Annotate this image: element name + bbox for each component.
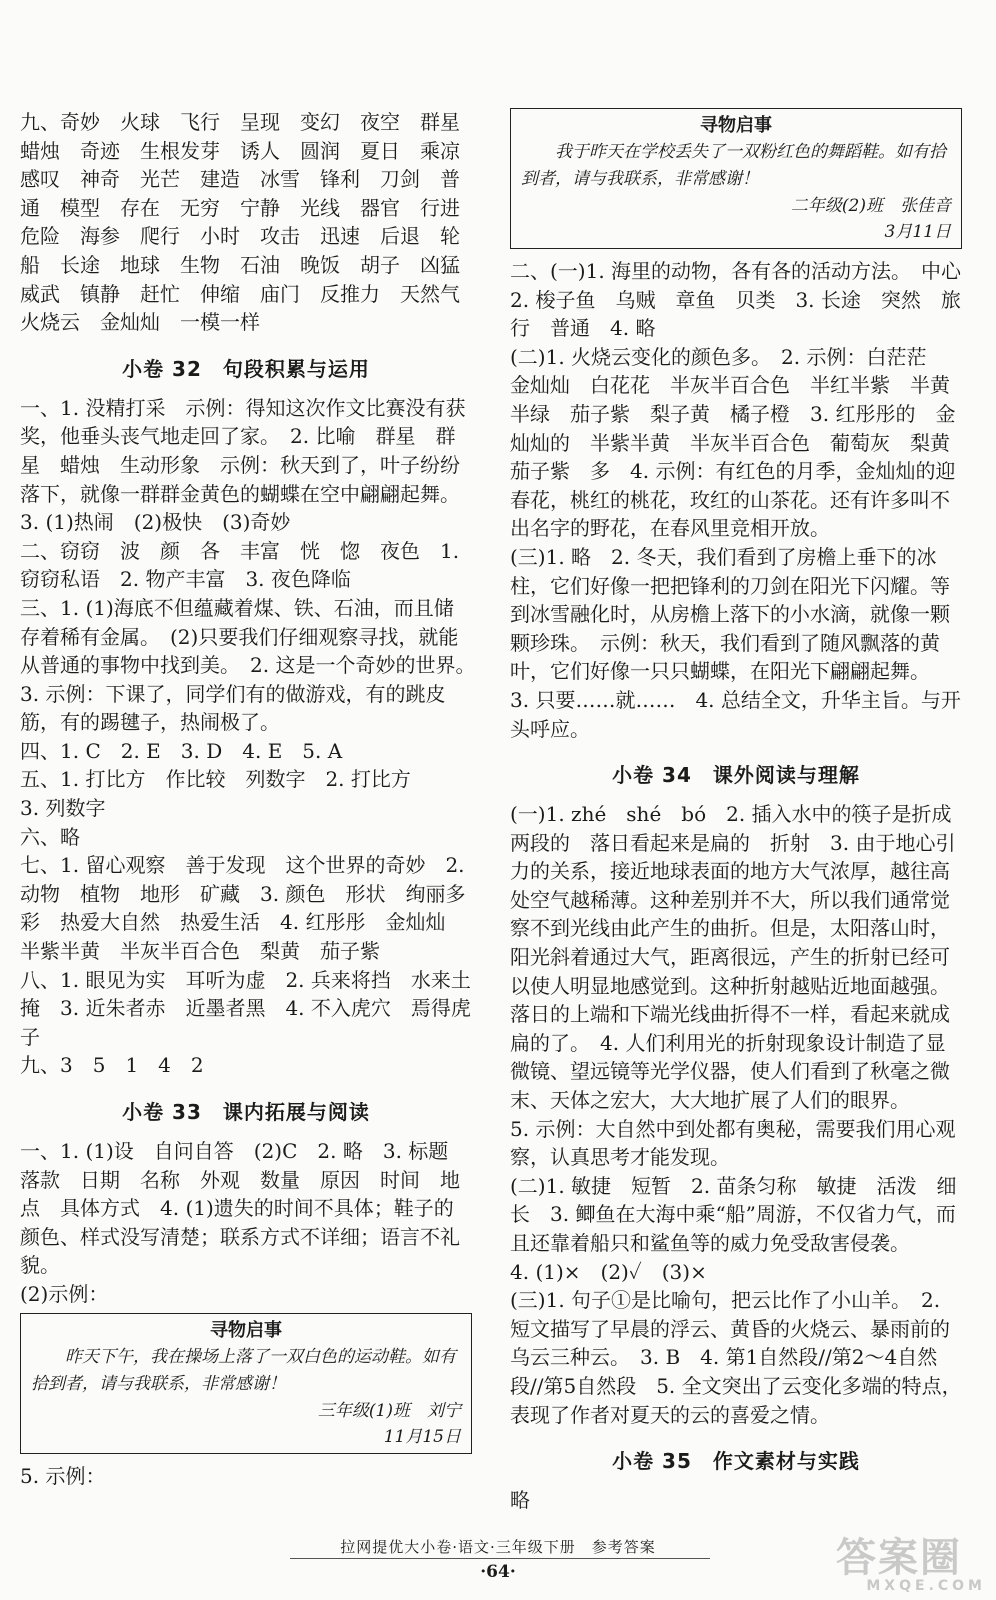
notice-signature: 三年级(1)班 刘宁 bbox=[317, 1400, 461, 1421]
paragraph: (2)示例： bbox=[20, 1281, 109, 1306]
right-column bbox=[510, 108, 982, 1515]
paragraph: 二、(一)1. 海里的动物，各有各的活动方法。 中心 2. 梭子鱼 乌贼 章鱼 贝类 3. 长途 突然 旅行 普通 4. 略 bbox=[510, 259, 982, 341]
paragraph: 3. 列数字 bbox=[20, 796, 106, 821]
notice-title: 寻物启事 bbox=[700, 115, 772, 136]
section-title-35: 小卷 35 作文素材与实践 bbox=[612, 1449, 860, 1474]
section-title-33: 小卷 33 课内拓展与阅读 bbox=[122, 1100, 370, 1124]
paragraph: (二)1. 火烧云变化的颜色多。 2. 示例：白茫茫 金灿灿 白花花 半灰半百合色 半红半紫 半黄半绿 茄子紫 梨子黄 橘子橙 3. 红彤彤的 金灿灿的 半紫半黄 半灰半百合色 葡萄灰 梨黄 茄子紫 多 4. 示例：有红色的月季，金灿灿的迎春花，桃红的桃花，玫红的山茶花。还有许多叫不出名字的野花，在春风里竞相开放。 bbox=[510, 344, 970, 541]
footer-title: 拉网提优大小卷·语文·三年级下册 参考答案 bbox=[340, 1538, 656, 1556]
paragraph: 5. 示例：大自然中到处都有奥秘，需要我们用心观察，认真思考才能发现。 bbox=[510, 1116, 956, 1170]
paragraph: 三、1. (1)海底不但蕴藏着煤、铁、石油，而且储存着稀有金属。 (2)只要我们仔细观察寻找，就能从普通的事物中找到美。 2. 这是一个奇妙的世界。 3. 示例：下课了，同学们有的做游戏，有的跳皮筋，有的踢毽子，热闹极了。 bbox=[20, 595, 486, 735]
notice-date: 3月11日 bbox=[884, 222, 951, 242]
paragraph: 4. (1)× (2)✓ (3)× bbox=[510, 1259, 707, 1284]
paragraph: 一、1. (1)设 自问自答 (2)C 2. 略 3. 标题 落款 日期 名称 外观 数量 原因 时间 地点 具体方式 4. (1)遗失的时间不具体；鞋子的颜色、样式没写清楚；联系方式不详细；语言不礼貌。 bbox=[20, 1139, 469, 1278]
paragraph: (一)1. zhé shé bó 2. 插入水中的筷子是折成两段的 落日看起来是扁的 折射 3. 由于地心引力的关系，接近地球表面的地方大气浓厚，越往高处空气越稀薄。这种差别并不大，所以我们通常觉察不到光线由此产生的曲折。但是，太阳落山时，阳光斜着通过大气，距离很远，产生的折射已经可以使人明显地感觉到。这种折射越贴近地面越强。落日的上端和下端光线曲折得不一样，看起来就成扁的了。 4. 人们利用光的折射现象设计制造了显微镜、望远镜等光学仪器，使人们看到了秋毫之微末、天体之宏大，大大地扩展了人们的眼界。 bbox=[510, 802, 956, 1113]
watermark-logo bbox=[836, 1535, 986, 1596]
lost-notice-box bbox=[20, 1313, 472, 1454]
notice-signature: 二年级(2)班 张佳音 bbox=[790, 196, 951, 216]
watermark-text: 答案圈 bbox=[836, 1535, 962, 1581]
watermark-url: MXQE.COM bbox=[866, 1578, 986, 1594]
notice-date: 11月15日 bbox=[383, 1426, 461, 1447]
lost-notice-box bbox=[510, 108, 962, 249]
paragraph: (三)1. 句子①是比喻句，把云比作了小山羊。 2. 短文描写了早晨的浮云、黄昏的火烧云、暴雨前的乌云三种云。 3. B 4. 第1自然段//第2～4自然段//第5自然段 5. 全文突出了云变化多端的特点，表现了作者对夏天的云的喜爱之情。 bbox=[510, 1288, 962, 1427]
paragraph: 八、1. 眼见为实 耳听为虚 2. 兵来将挡 水来土掩 3. 近朱者赤 近墨者黑 4. 不入虎穴 焉得虎子 bbox=[20, 967, 471, 1049]
paragraph: (三)1. 略 2. 冬天，我们看到了房檐上垂下的冰柱，它们好像一把把锋利的刀剑在阳光下闪耀。等到冰雪融化时，从房檐上落下的小水滴，就像一颗颗珍珠。 示例：秋天，我们看到了随风飘落的黄叶，它们好像一只只蝴蝶，在阳光下翩翩起舞。 bbox=[510, 544, 950, 684]
paragraph: 略 bbox=[510, 1488, 530, 1513]
paragraph: 九、3 5 1 4 2 bbox=[20, 1053, 204, 1078]
paragraph: 3. (1)热闹 (2)极快 (3)奇妙 bbox=[20, 510, 291, 535]
paragraph: 六、略 bbox=[20, 824, 80, 849]
section-title-32: 小卷 32 句段积累与运用 bbox=[122, 356, 370, 381]
notice-body: 昨天下午，我在操场上落了一双白色的运动鞋。如有拾到者，请与我联系，非常感谢！ bbox=[31, 1346, 456, 1394]
footer-rule bbox=[290, 1558, 710, 1559]
notice-title: 寻物启事 bbox=[210, 1319, 282, 1341]
paragraph: 5. 示例： bbox=[20, 1463, 106, 1488]
paragraph: 七、1. 留心观察 善于发现 这个世界的奇妙 2. 动物 植物 地形 矿藏 3. 颜色 形状 绚丽多彩 热爱大自然 热爱生活 4. 红彤彤 金灿灿 半紫半黄 半灰半百合色 梨黄 茄子紫 bbox=[20, 853, 466, 964]
paragraph: 一、1. 没精打采 示例：得知这次作文比赛没有获奖，他垂头丧气地走回了家。 2. 比喻 群星 群星 蜡烛 生动形象 示例：秋天到了，叶子纷纷落下，就像一群群金黄色的蝴蝶在空中翩翩起舞。 bbox=[20, 395, 466, 506]
left-column bbox=[20, 100, 486, 1490]
notice-body: 我于昨天在学校丢失了一双粉红色的舞蹈鞋。如有拾到者，请与我联系，非常感谢！ bbox=[521, 142, 946, 189]
paragraph: 五、1. 打比方 作比较 列数字 2. 打比方 bbox=[20, 767, 411, 792]
paragraph: (二)1. 敏捷 短暂 2. 苗条匀称 敏捷 活泼 细长 3. 鲫鱼在大海中乘“船”周游，不仅省力气，而且还靠着船只和鲨鱼等的威力免受敌害侵袭。 bbox=[510, 1173, 957, 1255]
page-number: ·64· bbox=[480, 1562, 516, 1582]
paragraph: 二、窃窃 波 颜 各 丰富 恍 惚 夜色 1. 窃窃私语 2. 物产丰富 3. 夜色降临 bbox=[20, 538, 460, 592]
paragraph: 3. 只要……就…… 4. 总结全文，升华主旨。与开头呼应。 bbox=[510, 687, 961, 741]
section-title-34: 小卷 34 课外阅读与理解 bbox=[612, 763, 860, 788]
paragraph: 九、奇妙 火球 飞行 呈现 变幻 夜空 群星 蜡烛 奇迹 生根发芽 诱人 圆润 夏日 乘凉 感叹 神奇 光芒 建造 冰雪 锋利 刀剑 普通 模型 存在 无穷 宁静 光线 器官 行进 危险 海参 爬行 小时 攻击 迅速 后退 轮船 长途 地球 生物 石油 晚饭 胡子 凶猛 威武 镇静 赶忙 伸缩 庙门 反推力 天然气 火烧云 金灿灿 一模一样 bbox=[20, 110, 480, 335]
paragraph: 四、1. C 2. E 3. D 4. E 5. A bbox=[20, 738, 343, 763]
